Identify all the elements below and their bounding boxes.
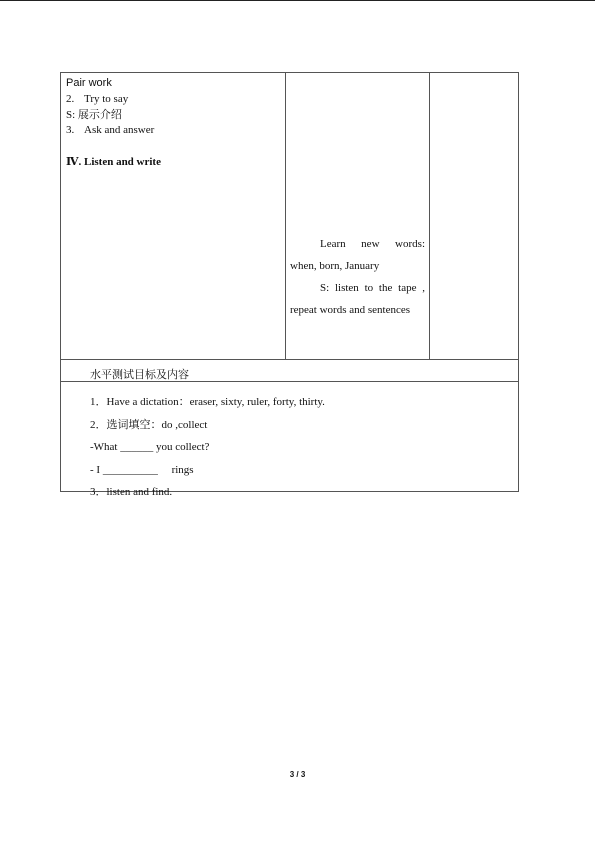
row-divider-1 xyxy=(61,359,518,360)
item-number: 3. xyxy=(66,124,75,137)
section-heading: Ⅳ. Listen and write xyxy=(66,156,161,169)
page-number: 3 / 3 xyxy=(289,770,306,779)
page-top-rule xyxy=(0,0,595,1)
test-line-question: -What ______ you collect? xyxy=(90,441,210,453)
new-words-line: Learn new words: xyxy=(320,238,425,250)
lesson-table xyxy=(60,72,519,498)
student-activity-cell xyxy=(290,233,425,321)
item-number: 2. xyxy=(66,92,75,105)
new-words-list: when, born, January xyxy=(290,260,380,272)
test-section-title: 水平测试目标及内容 xyxy=(90,369,189,381)
student-activity-line: S: 展示介绍 xyxy=(66,108,122,121)
activity-item-2 xyxy=(66,92,161,108)
activity-cell xyxy=(66,76,161,171)
item-text: Ask and answer xyxy=(84,124,155,137)
pair-work-label: Pair work xyxy=(66,77,112,89)
column-divider-2 xyxy=(429,73,430,359)
listen-line: S: listen to the tape , xyxy=(320,282,425,294)
test-line-dictation: 1．Have a dictation：eraser, sixty, ruler, forty, thirty. xyxy=(90,396,325,408)
test-line-listen: 3．listen and find. xyxy=(90,486,173,498)
item-text: Try to say xyxy=(84,92,129,105)
column-divider-1 xyxy=(285,73,286,359)
test-content-cell xyxy=(90,391,325,504)
repeat-line: repeat words and sentences xyxy=(290,304,411,316)
test-line-fill-blank: 2．选词填空：do ,collect xyxy=(90,418,208,431)
test-line-answer: - I __________ rings xyxy=(90,463,194,476)
activity-item-3 xyxy=(66,123,161,139)
